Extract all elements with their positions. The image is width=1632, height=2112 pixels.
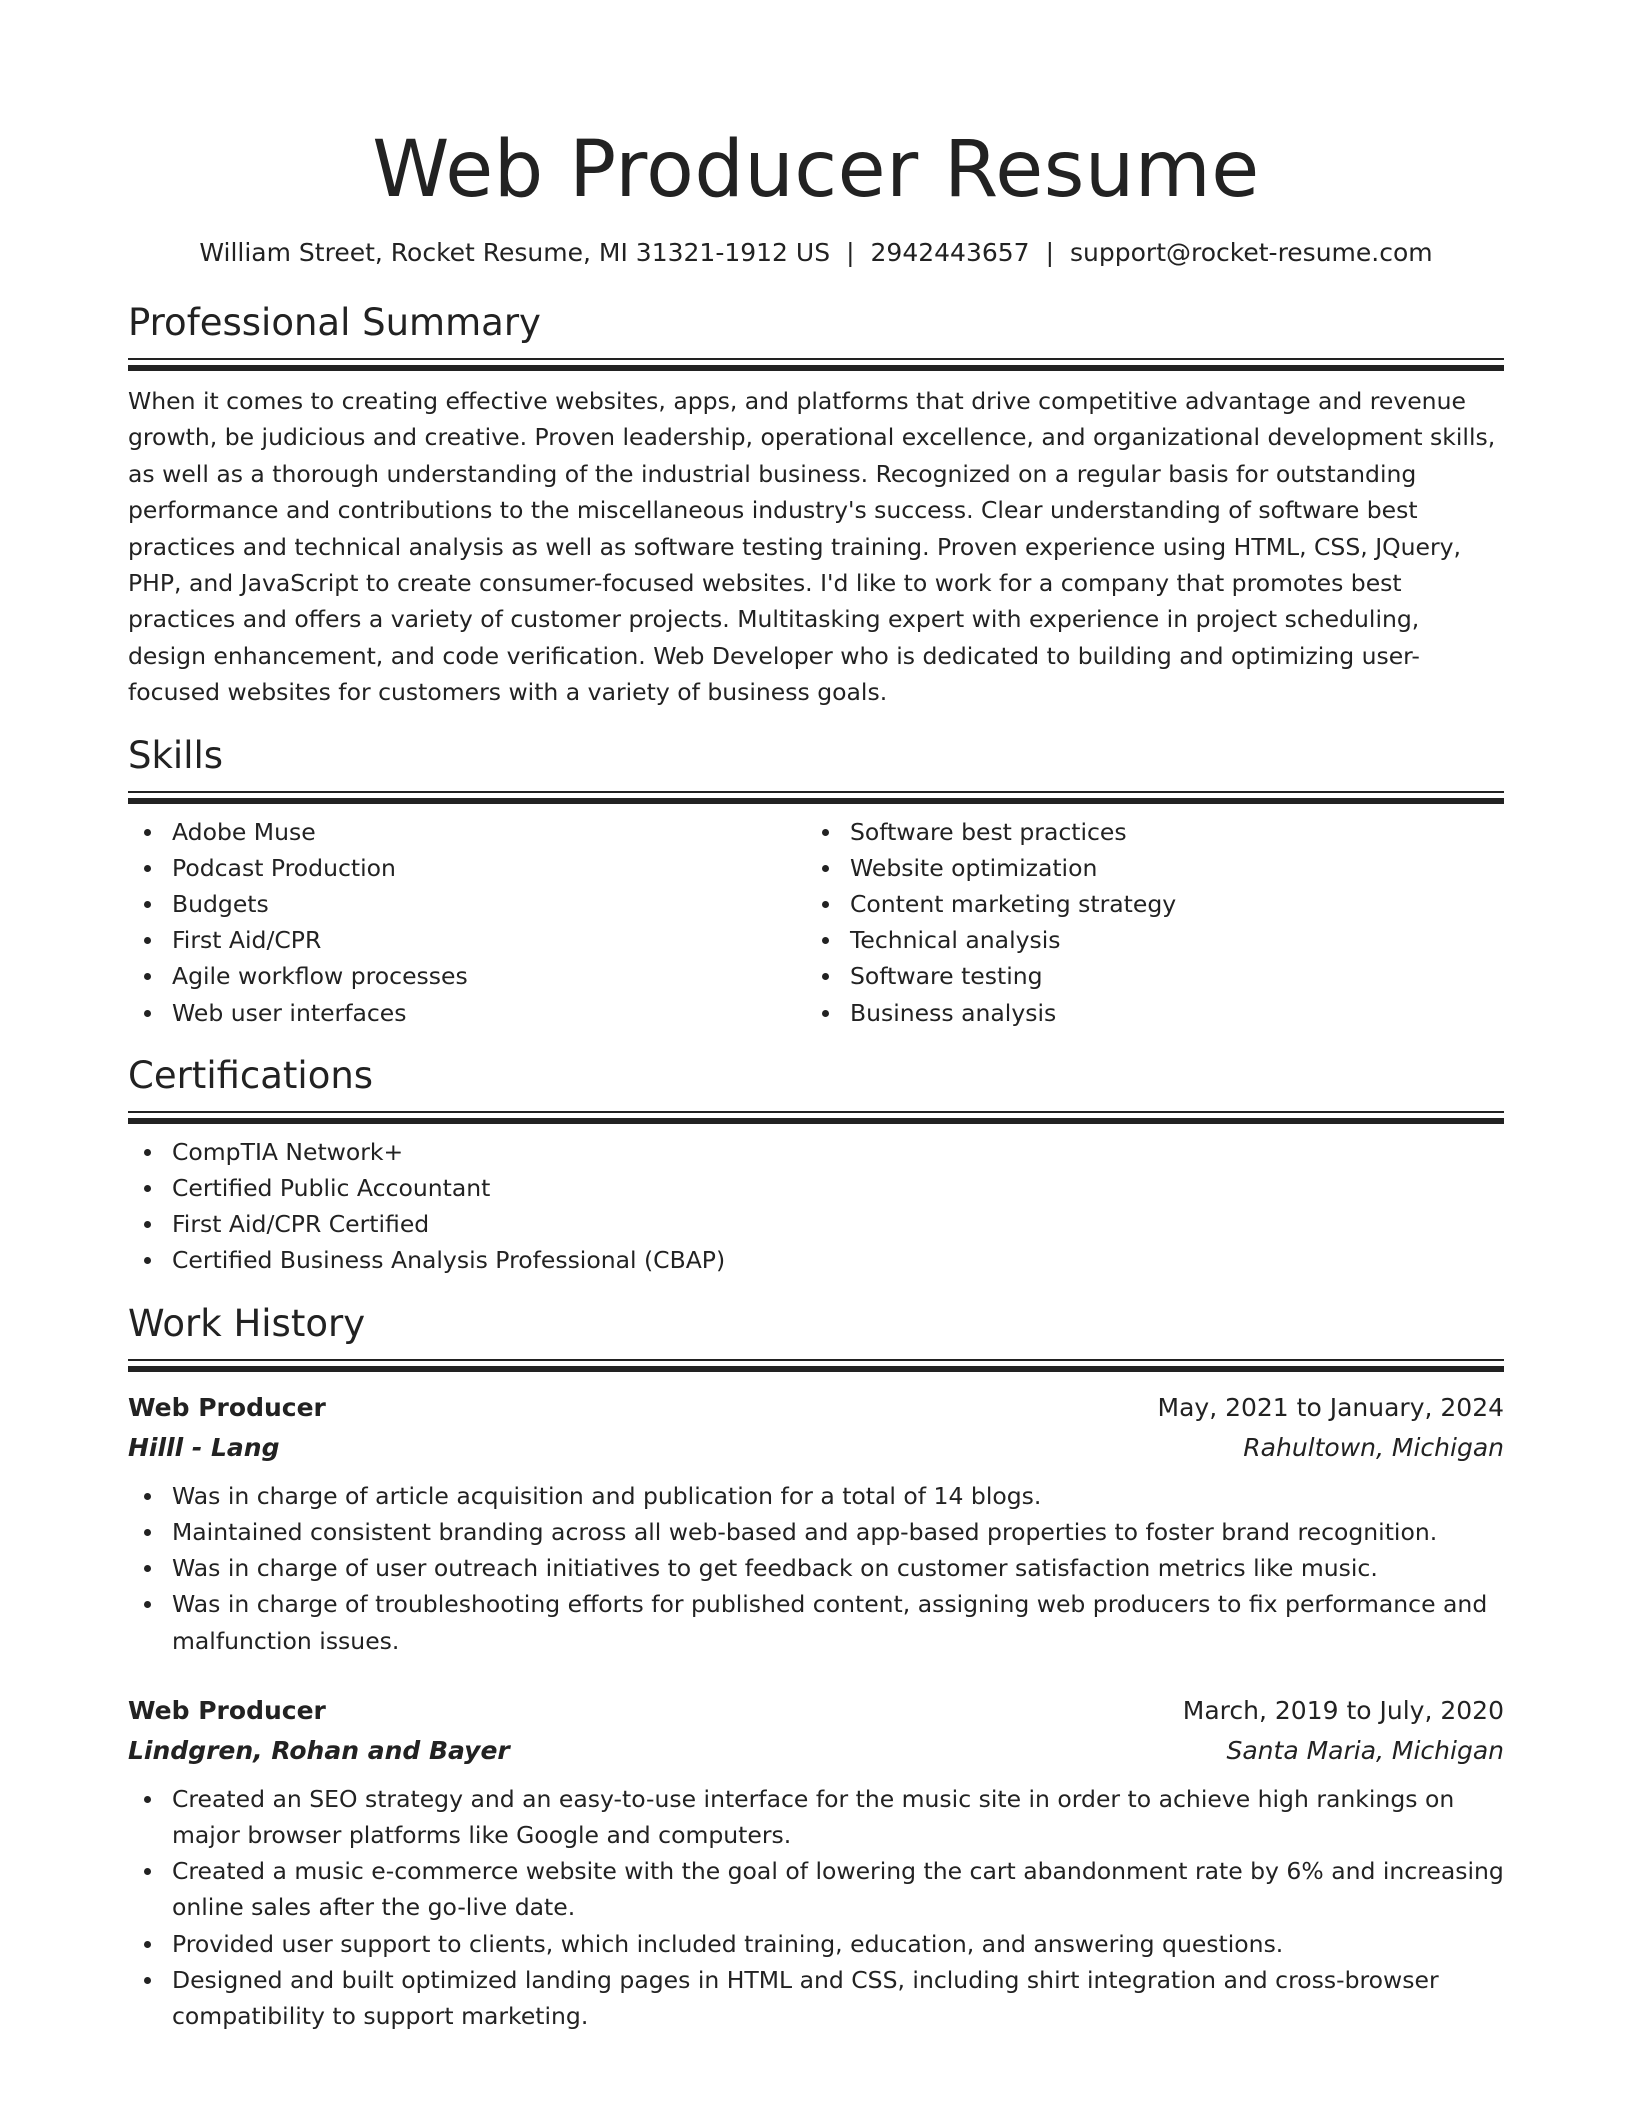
bullet-dot bbox=[144, 829, 151, 836]
job-duty-text: Provided user support to clients, which included training, education, and answering questions. bbox=[172, 1929, 1284, 1958]
skill-item bbox=[806, 922, 1484, 958]
job-header-row bbox=[128, 1691, 1504, 1731]
skill-label: Content marketing strategy bbox=[850, 890, 1177, 919]
job-company: Lindgren, Rohan and Bayer bbox=[128, 1735, 510, 1765]
certification-item bbox=[128, 1134, 1504, 1170]
certification-label: First Aid/CPR Certified bbox=[172, 1210, 430, 1239]
skill-item bbox=[806, 958, 1484, 994]
job-duty-item bbox=[128, 1550, 1504, 1586]
job-entry bbox=[128, 1691, 1504, 2034]
job-title: Web Producer bbox=[128, 1695, 326, 1725]
job-duty-text: Created a music e-commerce website with the goal of lowering the cart abandonment rate by 6% and increasing online sales after the go-live date. bbox=[172, 1857, 1504, 1922]
certification-label: Certified Public Accountant bbox=[172, 1174, 491, 1203]
job-duty-item bbox=[128, 1926, 1504, 1962]
job-duty-item bbox=[128, 1514, 1504, 1550]
summary-text: When it comes to creating effective websites, apps, and platforms that drive competitive advantage and revenue growth, be judicious and creative. Proven leadership, operational excellence, and organizational development skills, as well as a thorough understanding of the industrial business. Recognized on a regular basis for outstanding performance and contributions to the miscellaneous industry's success. Clear understanding of software best practices and technical analysis as well as software testing training. Proven experience using HTML, CSS, JQuery, PHP, and JavaScript to create consumer-focused websites. I'd like to work for a company that promotes best practices and offers a variety of customer projects. Multitasking expert with experience in project scheduling, design enhancement, and code verification. Web Developer who is dedicated to building and optimizing user-focused websites for customers with a variety of business goals. bbox=[128, 387, 1496, 707]
section-heading-summary: Professional Summary bbox=[128, 301, 541, 344]
section-divider bbox=[128, 1111, 1504, 1124]
skill-item bbox=[128, 995, 806, 1031]
section-summary bbox=[128, 298, 1504, 711]
bullet-dot bbox=[822, 1010, 829, 1017]
bullet-dot bbox=[144, 1493, 151, 1500]
section-certifications bbox=[128, 1051, 1504, 1279]
bullet-dot bbox=[144, 1010, 151, 1017]
section-heading-certifications: Certifications bbox=[128, 1053, 374, 1097]
bullet-dot bbox=[822, 865, 829, 872]
certification-item bbox=[128, 1206, 1504, 1242]
contact-email: support@rocket-resume.com bbox=[1070, 238, 1433, 267]
skill-item bbox=[128, 814, 806, 850]
skill-label: Website optimization bbox=[850, 853, 1098, 882]
bullet-dot bbox=[144, 865, 151, 872]
bullet-dot bbox=[144, 1221, 151, 1228]
skill-item bbox=[128, 958, 806, 994]
section-heading-work-history: Work History bbox=[128, 1301, 366, 1345]
certification-item bbox=[128, 1242, 1504, 1278]
job-duty-text: Was in charge of troubleshooting efforts for published content, assigning web producers to fix performance and malfunction issues. bbox=[172, 1590, 1488, 1655]
job-company: Hilll - Lang bbox=[128, 1432, 280, 1462]
job-location: Rahultown, Michigan bbox=[1243, 1432, 1504, 1462]
skill-item bbox=[806, 850, 1484, 886]
skill-item bbox=[128, 922, 806, 958]
skill-label: Web user interfaces bbox=[172, 998, 407, 1027]
job-duty-item bbox=[128, 1586, 1504, 1658]
bullet-dot bbox=[144, 1257, 151, 1264]
job-duty-text: Maintained consistent branding across all web-based and app-based properties to foster brand recognition. bbox=[172, 1517, 1438, 1546]
job-dates: March, 2019 to July, 2020 bbox=[1182, 1695, 1504, 1725]
bullet-dot bbox=[144, 1565, 151, 1572]
certification-label: CompTIA Network+ bbox=[172, 1137, 404, 1166]
skill-label: Budgets bbox=[172, 890, 269, 919]
bullet-dot bbox=[144, 973, 151, 980]
skill-label: Software best practices bbox=[850, 817, 1127, 846]
skills-list-left bbox=[128, 814, 806, 1031]
bullet-dot bbox=[822, 901, 829, 908]
skills-columns bbox=[128, 804, 1504, 1031]
bullet-dot bbox=[144, 901, 151, 908]
contact-phone: 2942443657 bbox=[870, 238, 1030, 267]
bullet-dot bbox=[144, 1796, 151, 1803]
job-entry bbox=[128, 1388, 1504, 1659]
section-divider bbox=[128, 358, 1504, 371]
job-duty-text: Designed and built optimized landing pages in HTML and CSS, including shirt integration and cross-browser compatibility to support marketing. bbox=[172, 1965, 1439, 2030]
contact-line bbox=[128, 236, 1504, 270]
bullet-dot bbox=[144, 1868, 151, 1875]
bullet-dot bbox=[822, 973, 829, 980]
job-company-row bbox=[128, 1731, 1504, 1771]
job-company-row bbox=[128, 1428, 1504, 1468]
skill-label: Technical analysis bbox=[850, 926, 1061, 955]
certification-item bbox=[128, 1170, 1504, 1206]
job-location: Santa Maria, Michigan bbox=[1226, 1735, 1504, 1765]
job-title: Web Producer bbox=[128, 1392, 326, 1422]
bullet-dot bbox=[144, 1601, 151, 1608]
bullet-dot bbox=[822, 829, 829, 836]
job-duty-item bbox=[128, 1781, 1504, 1853]
job-duty-text: Was in charge of article acquisition and publication for a total of 14 blogs. bbox=[172, 1481, 1042, 1510]
job-header-row bbox=[128, 1388, 1504, 1428]
job-duties-list bbox=[128, 1781, 1504, 2034]
section-heading-skills: Skills bbox=[128, 733, 224, 777]
skill-label: Podcast Production bbox=[172, 853, 396, 882]
section-work-history bbox=[128, 1299, 1504, 2034]
skill-label: Business analysis bbox=[850, 998, 1057, 1027]
skill-label: First Aid/CPR bbox=[172, 926, 322, 955]
certifications-list bbox=[128, 1134, 1504, 1279]
bullet-dot bbox=[822, 937, 829, 944]
bullet-dot bbox=[144, 1529, 151, 1536]
bullet-dot bbox=[144, 1977, 151, 1984]
bullet-dot bbox=[144, 1941, 151, 1948]
contact-separator: | bbox=[1045, 238, 1055, 267]
bullet-dot bbox=[144, 1185, 151, 1192]
bullet-dot bbox=[144, 937, 151, 944]
skill-label: Agile workflow processes bbox=[172, 962, 468, 991]
skill-item bbox=[806, 886, 1484, 922]
section-divider bbox=[128, 791, 1504, 804]
bullet-dot bbox=[144, 1149, 151, 1156]
skill-item bbox=[128, 850, 806, 886]
resume-title: Web Producer Resume bbox=[372, 125, 1260, 215]
skill-label: Software testing bbox=[850, 962, 1043, 991]
job-duty-item bbox=[128, 1962, 1504, 2034]
job-dates: May, 2021 to January, 2024 bbox=[1157, 1392, 1504, 1422]
job-duties-list bbox=[128, 1478, 1504, 1659]
skill-item bbox=[128, 886, 806, 922]
contact-address: William Street, Rocket Resume, MI 31321-1912 US bbox=[199, 238, 831, 267]
skill-label: Adobe Muse bbox=[172, 817, 316, 846]
section-divider bbox=[128, 1359, 1504, 1372]
section-skills bbox=[128, 731, 1504, 1031]
resume-page bbox=[128, 0, 1504, 2034]
certification-label: Certified Business Analysis Professional (CBAP) bbox=[172, 1246, 726, 1275]
job-duty-item bbox=[128, 1478, 1504, 1514]
job-duty-item bbox=[128, 1853, 1504, 1925]
skills-list-right bbox=[806, 814, 1484, 1031]
skill-item bbox=[806, 995, 1484, 1031]
contact-separator: | bbox=[846, 238, 855, 267]
job-duty-text: Created an SEO strategy and an easy-to-use interface for the music site in order to achieve high rankings on major browser platforms like Google and computers. bbox=[172, 1784, 1455, 1849]
job-duty-text: Was in charge of user outreach initiatives to get feedback on customer satisfaction metrics like music. bbox=[172, 1554, 1378, 1583]
skill-item bbox=[806, 814, 1484, 850]
